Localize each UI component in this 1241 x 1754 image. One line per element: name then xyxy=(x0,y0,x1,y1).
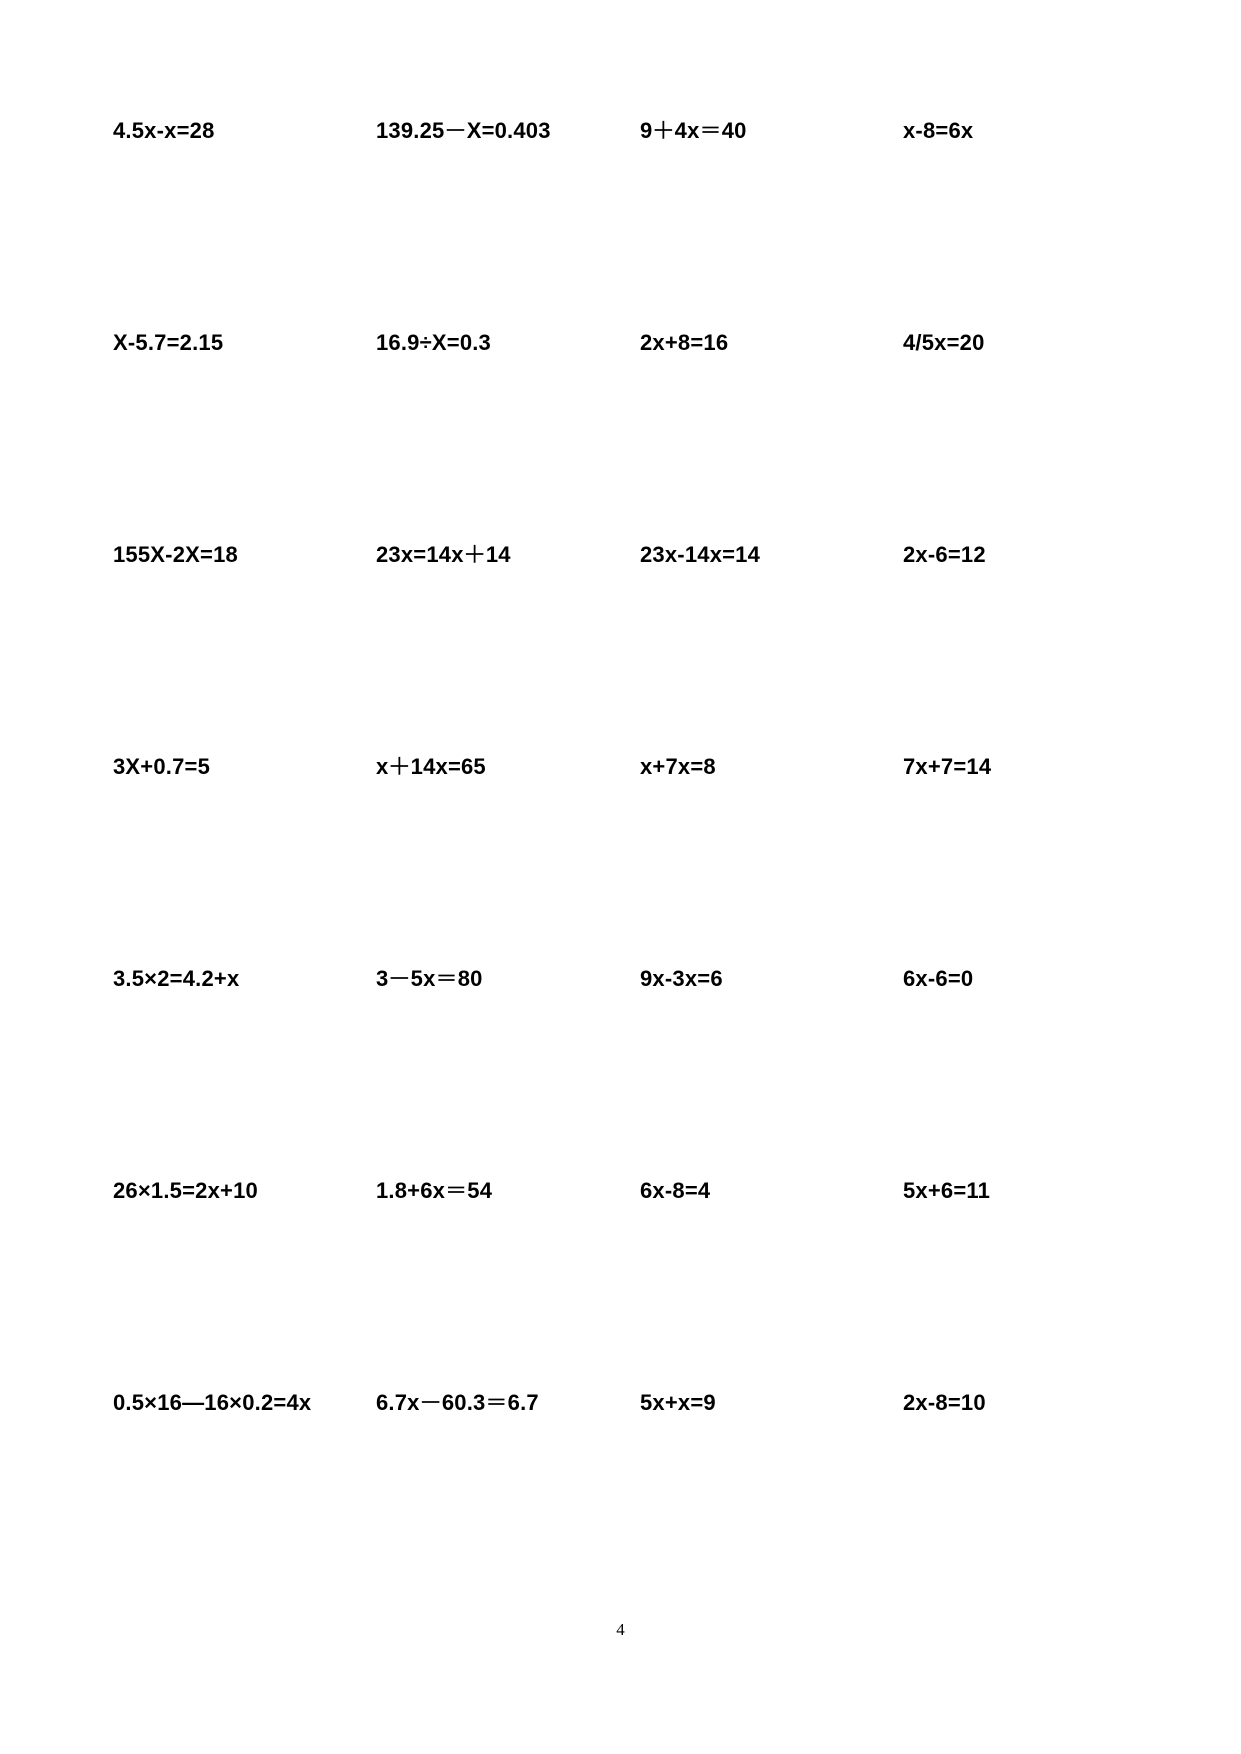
equation: 2x-6=12 xyxy=(903,542,986,567)
equation: 1.8+6x＝54 xyxy=(376,1178,493,1203)
equation: 23x=14x＋14 xyxy=(376,542,511,567)
page-number: 4 xyxy=(616,1620,625,1639)
equation: 7x+7=14 xyxy=(903,754,992,779)
equation: 16.9÷X=0.3 xyxy=(376,330,491,355)
equation: 2x+8=16 xyxy=(640,330,729,355)
equation: 6x-8=4 xyxy=(640,1178,711,1203)
equation-grid xyxy=(113,116,1173,1600)
equation: 2x-8=10 xyxy=(903,1390,986,1415)
equation: x+7x=8 xyxy=(640,754,716,779)
equation: x＋14x=65 xyxy=(376,754,486,779)
equation: 139.25－X=0.403 xyxy=(376,118,551,143)
equation-row xyxy=(113,752,1173,964)
equation: 26×1.5=2x+10 xyxy=(113,1178,258,1203)
equation: 155X-2X=18 xyxy=(113,542,238,567)
equation: 3－5x＝80 xyxy=(376,966,483,991)
equation: 23x-14x=14 xyxy=(640,542,761,567)
equation-row xyxy=(113,540,1173,752)
equation: 6.7x－60.3＝6.7 xyxy=(376,1390,539,1415)
equation-row xyxy=(113,328,1173,540)
equation: 0.5×16—16×0.2=4x xyxy=(113,1390,312,1415)
equation-row xyxy=(113,964,1173,1176)
equation: X-5.7=2.15 xyxy=(113,330,224,355)
equation: 3X+0.7=5 xyxy=(113,754,211,779)
equation: 4/5x=20 xyxy=(903,330,985,355)
equation: 4.5x-x=28 xyxy=(113,118,215,143)
equation-row xyxy=(113,116,1173,328)
equation: 3.5×2=4.2+x xyxy=(113,966,240,991)
equation-row xyxy=(113,1176,1173,1388)
equation: 5x+6=11 xyxy=(903,1178,991,1203)
equation-row xyxy=(113,1388,1173,1600)
equation: 5x+x=9 xyxy=(640,1390,716,1415)
equation: 9＋4x＝40 xyxy=(640,118,747,143)
equation: 9x-3x=6 xyxy=(640,966,723,991)
equation: 6x-6=0 xyxy=(903,966,974,991)
equation: x-8=6x xyxy=(903,118,974,143)
